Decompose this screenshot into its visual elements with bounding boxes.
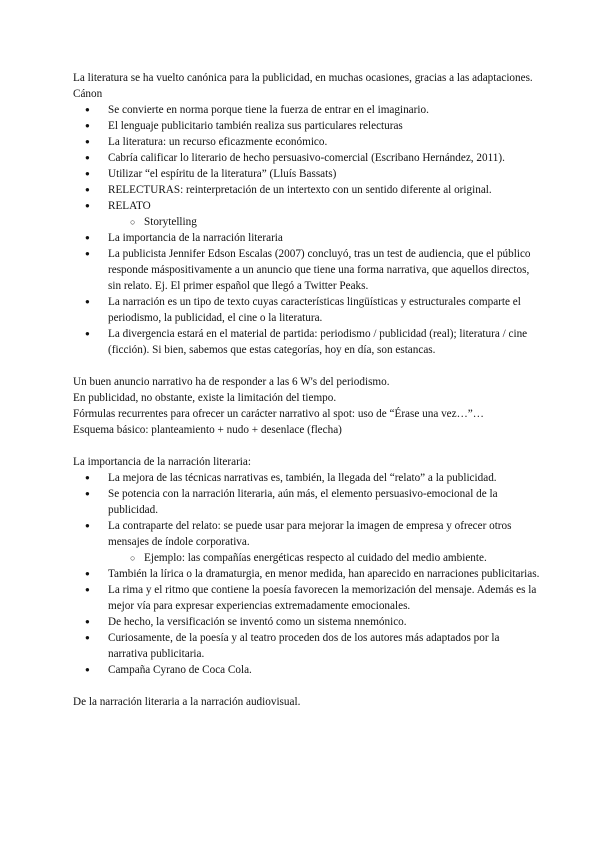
paragraph-line: Un buen anuncio narrativo ha de responder a las 6 W's del periodismo.: [73, 376, 390, 388]
paragraph-line: Fórmulas recurrentes para ofrecer un carácter narrativo al spot: uso de “Érase una vez…”…: [73, 408, 484, 420]
list-item: ● También la lírica o la dramaturgia, en menor medida, han aparecido en narraciones publicitarias.: [73, 566, 540, 582]
paragraph-line: En publicidad, no obstante, existe la limitación del tiempo.: [73, 392, 337, 404]
sub-list-relato: [73, 214, 540, 230]
sub-list-item: ○ Storytelling: [73, 214, 540, 230]
list-item: ● El lenguaje publicitario también realiza sus particulares relecturas: [73, 118, 540, 134]
list-item: ● La importancia de la narración literaria: [73, 230, 540, 246]
list-item: ● La contraparte del relato: se puede usar para mejorar la imagen de empresa y ofrecer otros mensajes de índole corporativa.: [73, 518, 540, 550]
list-item: ● La publicista Jennifer Edson Escalas (2007) concluyó, tras un test de audiencia, que el público responde máspositivamente a un anuncio que tiene una forma narrativa, que aquellos directos, sin relato. Ej. El primer español que llegó a Twitter Peaks.: [73, 246, 540, 294]
list-item: ● Se potencia con la narración literaria, aún más, el elemento persuasivo-emocional de la publicidad.: [73, 486, 540, 518]
bullet-list-2a: [73, 470, 540, 550]
list-item: ● RELECTURAS: reinterpretación de un intertexto con un sentido diferente al original.: [73, 182, 540, 198]
list-item: ● Cabría calificar lo literario de hecho persuasivo-comercial (Escribano Hernández, 2011).: [73, 150, 540, 166]
spacer: [73, 678, 540, 694]
bullet-list-1: [73, 102, 540, 214]
spacer: [73, 358, 540, 374]
closing-line: De la narración literaria a la narración audiovisual.: [73, 696, 301, 708]
list-item: ● La literatura: un recurso eficazmente económico.: [73, 134, 540, 150]
list-item: ● La divergencia estará en el material de partida: periodismo / publicidad (real); literatura / cine (ficción). Si bien, sabemos que estas categorías, hoy en día, son estancas.: [73, 326, 540, 358]
bullet-list-1b: [73, 230, 540, 358]
sub-list-item: ○ Ejemplo: las compañías energéticas respecto al cuidado del medio ambiente.: [73, 550, 540, 566]
list-item: ● Utilizar “el espíritu de la literatura” (Lluís Bassats): [73, 166, 540, 182]
list-item: ● Curiosamente, de la poesía y al teatro proceden dos de los autores más adaptados por la narrativa publicitaria.: [73, 630, 540, 662]
list-item: ● La rima y el ritmo que contiene la poesía favorecen la memorización del mensaje. Además es la mejor vía para expresar experiencias extremadamente emocionales.: [73, 582, 540, 614]
sub-list-example: [73, 550, 540, 566]
list-item: ● De hecho, la versificación se inventó como un sistema nnemónico.: [73, 614, 540, 630]
bullet-list-2b: [73, 566, 540, 678]
spacer: [73, 438, 540, 454]
paragraph-line: Esquema básico: planteamiento + nudo + desenlace (flecha): [73, 424, 342, 436]
list-item: ● Campaña Cyrano de Coca Cola.: [73, 662, 540, 678]
list-item: ● La mejora de las técnicas narrativas es, también, la llegada del “relato” a la publicidad.: [73, 470, 540, 486]
section-heading: La importancia de la narración literaria:: [73, 456, 251, 468]
intro-paragraph: La literatura se ha vuelto canónica para la publicidad, en muchas ocasiones, gracias a las adaptaciones. Cánon: [73, 72, 533, 100]
list-item: ● Se convierte en norma porque tiene la fuerza de entrar en el imaginario.: [73, 102, 540, 118]
list-item-relato: ● RELATO: [73, 198, 540, 214]
list-item: ● La narración es un tipo de texto cuyas características lingüísticas y estructurales comparte el periodismo, la publicidad, el cine o la literatura.: [73, 294, 540, 326]
